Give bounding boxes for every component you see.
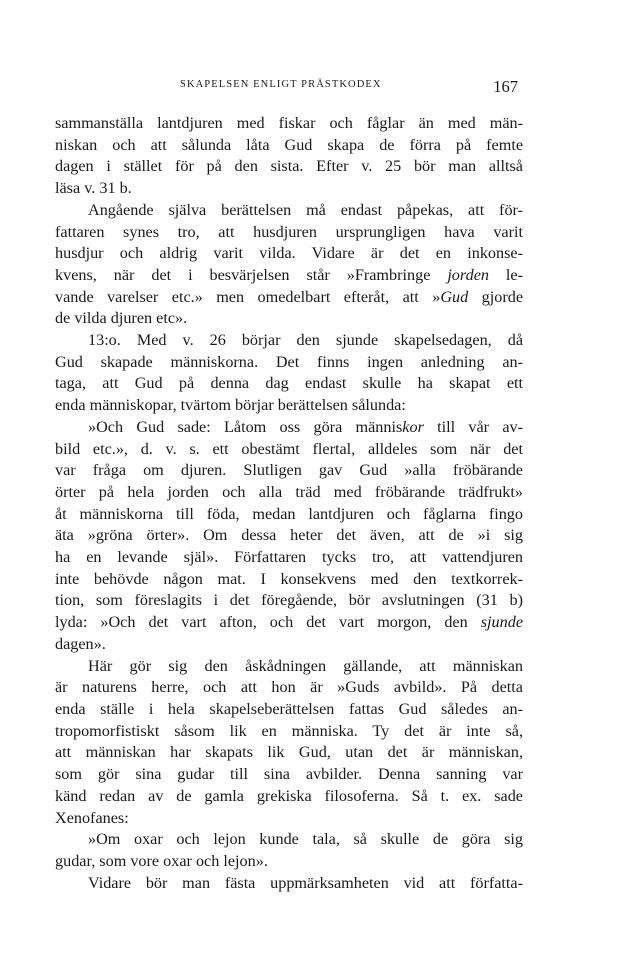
text-line: Angående själva berättelsen må endast påpekas, att för-: [88, 200, 523, 219]
text-line: örter på hela jorden och alla träd med fröbärande trädfrukt»: [55, 482, 523, 501]
text-segment: lyda: »Och det vart afton, och det vart morgon, den: [55, 613, 481, 632]
paragraph: [55, 417, 523, 656]
italic-emphasis: jorden: [447, 265, 489, 284]
text-line: inte behövde någon mat. I konsekvens med den textkorrek-: [55, 569, 523, 588]
text-segment: le-: [488, 265, 523, 284]
italic-emphasis: sjunde: [480, 613, 523, 632]
text-line: sammanställa lantdjuren med fiskar och fåglar än med män-: [55, 114, 523, 132]
text-line: [55, 265, 523, 287]
text-segment: gjorde: [468, 287, 523, 306]
text-line: [55, 612, 523, 634]
text-line: dagen i stället för på den sista. Efter v. 25 bör man alltså: [55, 157, 523, 176]
text-line: [55, 417, 523, 439]
text-line: »Om oxar och lejon kunde tala, så skulle de göra sig: [88, 830, 523, 849]
text-line: Här gör sig den åskådningen gällande, att människan: [88, 656, 523, 675]
body-text: [55, 113, 523, 894]
running-title: SKAPELSEN ENLIGT PRÄSTKODEX: [180, 79, 382, 90]
text-line: enda människopar, tvärtom börjar berättelsen sålunda:: [55, 396, 406, 415]
text-line: Xenofanes:: [55, 808, 129, 827]
text-line: gudar, som vore oxar och lejon».: [55, 851, 268, 870]
text-segment: »Och Gud sade: Låtom oss göra männis: [88, 417, 403, 436]
text-line: känd redan av de gamla grekiska filosoferna. Så t. ex. sade: [55, 786, 523, 805]
paragraph: [55, 330, 523, 417]
page-number: 167: [493, 77, 518, 96]
text-line: var fråga om djuren. Slutligen gav Gud »alla fröbärande: [55, 461, 523, 480]
paragraph: [55, 829, 523, 872]
text-line: husdjur och aldrig varit vilda. Vidare är det en inkonse-: [55, 244, 523, 263]
text-line: niskan och att sålunda låta Gud skapa de förra på femte: [55, 135, 523, 154]
text-line: de vilda djuren etc».: [55, 309, 188, 328]
italic-emphasis: Gud: [440, 287, 469, 306]
text-line: Gud skapade människorna. Det finns ingen anledning an-: [55, 352, 523, 371]
paragraph: [55, 873, 523, 895]
text-line: åt människorna till föda, medan lantdjuren och fåglarna fingo: [55, 504, 523, 523]
text-line: dagen».: [55, 634, 106, 653]
running-head: [52, 79, 518, 101]
text-line: som gör sina gudar till sina avbilder. Denna sanning var: [55, 765, 523, 784]
text-line: läsa v. 31 b.: [55, 179, 132, 198]
text-line: bild etc.», d. v. s. ett obestämt flertal, alldeles som när det: [55, 439, 523, 458]
paragraph: [55, 656, 523, 830]
text-line: [55, 287, 523, 309]
text-line: taga, att Gud på denna dag endast skulle ha skapat ett: [55, 374, 523, 393]
text-line: 13:o. Med v. 26 börjar den sjunde skapelsedagen, då: [88, 331, 523, 350]
text-line: Vidare bör man fästa uppmärksamheten vid att författa-: [88, 873, 523, 892]
paragraph: [55, 113, 523, 200]
text-segment: till vår av-: [423, 417, 524, 436]
text-line: är naturens herre, och att hon är »Guds avbild». På detta: [55, 678, 523, 697]
text-line: enda ställe i hela skapelseberättelsen fattas Gud således an-: [55, 699, 523, 718]
text-line: tropomorfistiskt såsom lik en människa. Ty det är inte så,: [55, 721, 523, 740]
text-line: äta »gröna örter». Om dessa heter det även, att de »i sig: [55, 526, 523, 545]
text-line: ha en levande själ». Författaren tycks tro, att vattendjuren: [55, 548, 523, 567]
text-line: tion, som föreslagits i det föregående, bör avslutningen (31 b): [55, 591, 523, 610]
text-line: fattaren synes tro, att husdjuren ursprungligen hava varit: [55, 222, 523, 241]
text-line: att människan har skapats lik Gud, utan det är människan,: [55, 743, 523, 762]
italic-emphasis: kor: [402, 417, 424, 436]
paragraph: [55, 200, 523, 330]
text-segment: kvens, när det i besvärjelsen står »Frambringe: [55, 265, 448, 284]
text-segment: vande varelser etc.» men omedelbart efteråt, att »: [55, 287, 441, 306]
